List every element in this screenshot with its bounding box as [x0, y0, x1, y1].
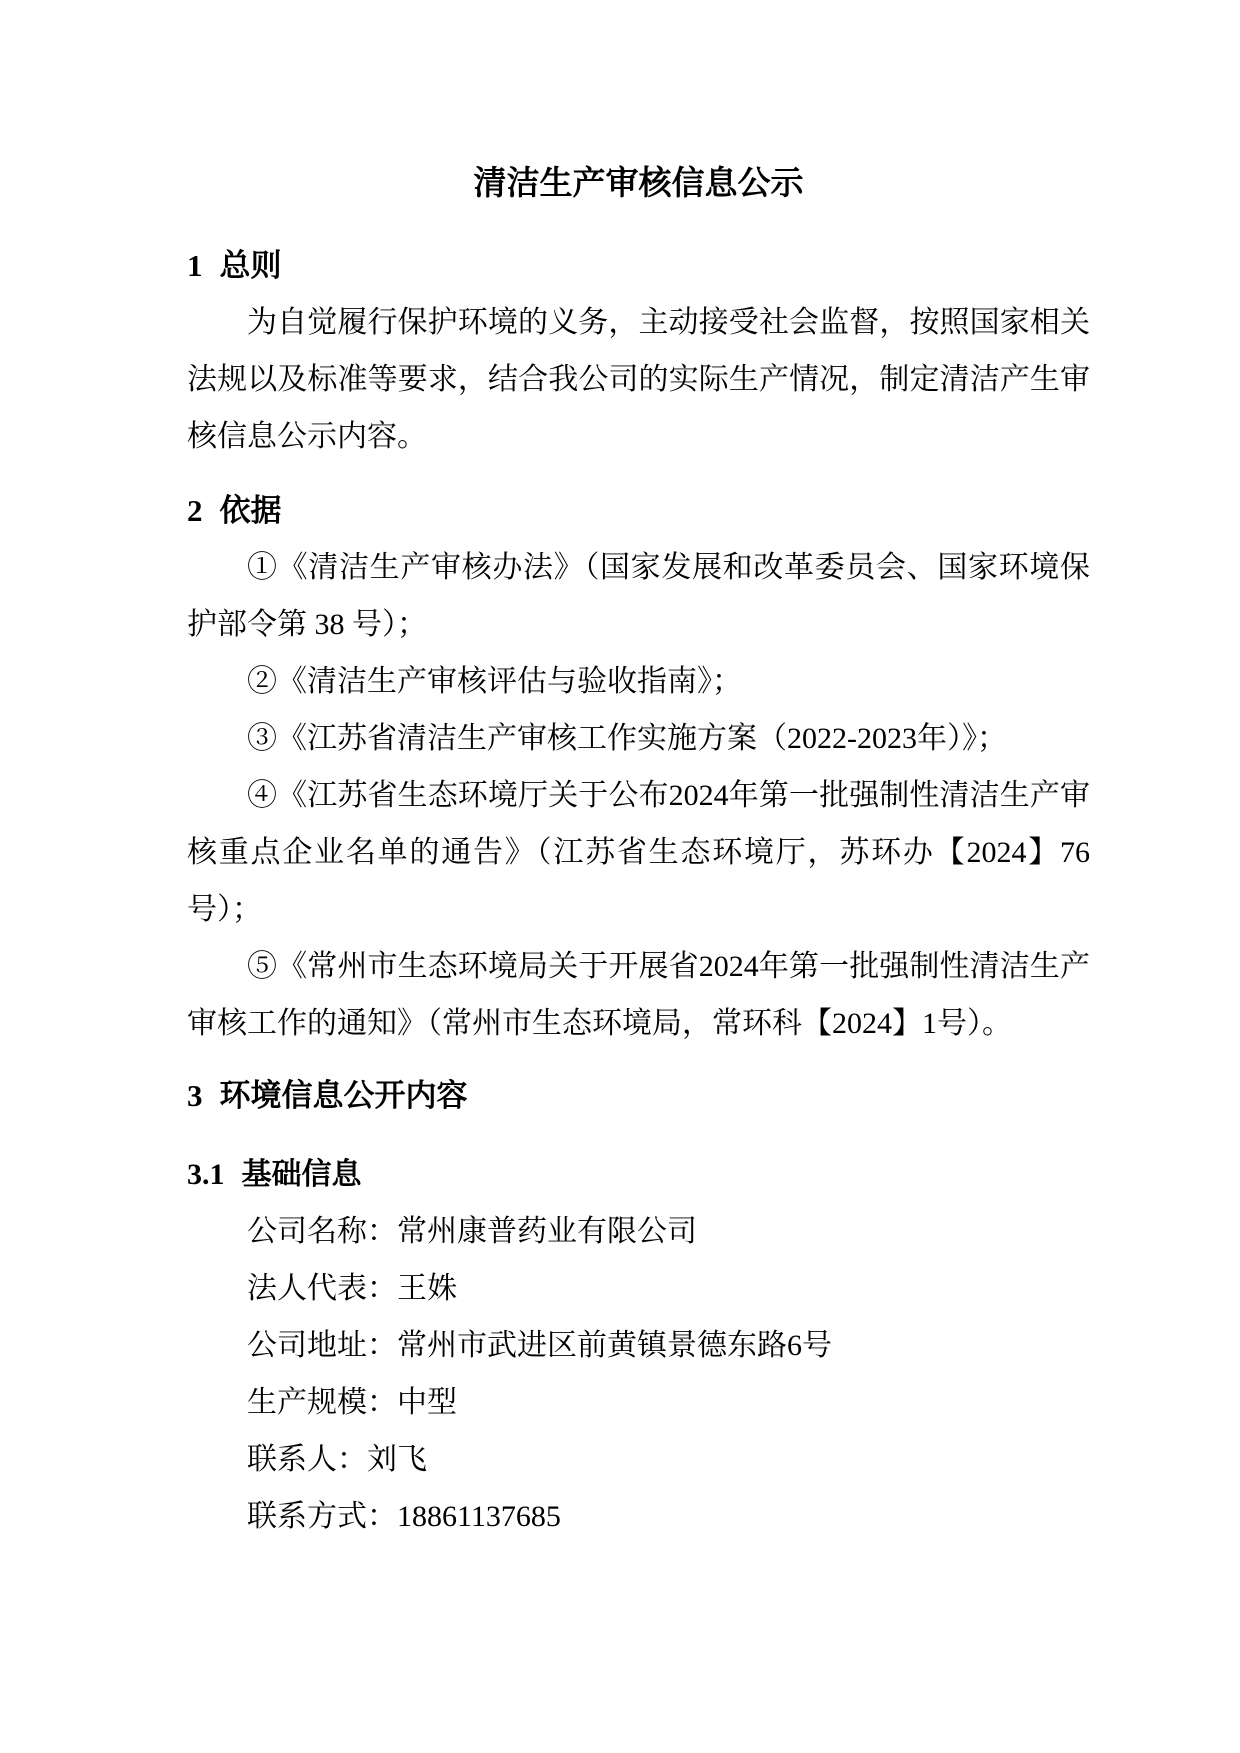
document-title: 清洁生产审核信息公示: [473, 166, 804, 202]
info-label: 联系方式：: [247, 1500, 397, 1533]
section-2-title: 依据: [219, 493, 282, 528]
section-1-number: 1: [187, 248, 203, 283]
info-field-contact-person: [187, 1431, 1090, 1488]
section-3-1-title: 基础信息: [241, 1158, 362, 1191]
basis-item-3: ③《江苏省清洁生产审核工作实施方案（2022-2023年）》；: [247, 722, 1007, 755]
section-3-1-number: 3.1: [187, 1158, 225, 1191]
section-2-heading: [187, 482, 1090, 539]
section-1-heading: [187, 237, 1090, 294]
info-label: 生产规模：: [247, 1386, 397, 1419]
section-3-1-heading: [187, 1146, 1090, 1203]
info-field-company-name: [187, 1203, 1090, 1260]
basis-item-2: ②《清洁生产审核评估与验收指南》；: [247, 665, 742, 698]
basis-item-1: ①《清洁生产审核办法》（国家发展和改革委员会、国家环境保护部令第 38 号）；: [187, 551, 1090, 641]
section-3-number: 3: [187, 1078, 203, 1113]
section-1-paragraph: 为自觉履行保护环境的义务，主动接受社会监督，按照国家相关法规以及标准等要求，结合我公司的实际生产情况，制定清洁产生审核信息公示内容。: [187, 306, 1090, 453]
info-label: 联系人：: [247, 1443, 367, 1476]
info-value: 18861137685: [397, 1500, 561, 1533]
basis-item-4: ④《江苏省生态环境厅关于公布2024年第一批强制性清洁生产审核重点企业名单的通告》（江苏省生态环境厅，苏环办【2024】76 号）；: [187, 779, 1090, 926]
info-label: 法人代表：: [247, 1272, 397, 1305]
info-value: 中型: [397, 1386, 457, 1419]
section-3-heading: [187, 1067, 1090, 1124]
info-label: 公司地址：: [247, 1329, 397, 1362]
basis-item-5: ⑤《常州市生态环境局关于开展省2024年第一批强制性清洁生产审核工作的通知》（常州市生态环境局，常环科【2024】1号）。: [187, 950, 1090, 1040]
info-label: 公司名称：: [247, 1215, 397, 1248]
info-field-production-scale: [187, 1374, 1090, 1431]
info-value: 刘飞: [367, 1443, 427, 1476]
section-2-number: 2: [187, 493, 203, 528]
info-value: 常州市武进区前黄镇景德东路6号: [397, 1329, 832, 1362]
info-field-contact-phone: [187, 1488, 1090, 1545]
info-value: 王姝: [397, 1272, 457, 1305]
info-field-company-address: [187, 1317, 1090, 1374]
info-value: 常州康普药业有限公司: [397, 1215, 697, 1248]
info-field-legal-representative: [187, 1260, 1090, 1317]
section-1-title: 总则: [219, 248, 282, 283]
section-3-title: 环境信息公开内容: [219, 1078, 468, 1113]
